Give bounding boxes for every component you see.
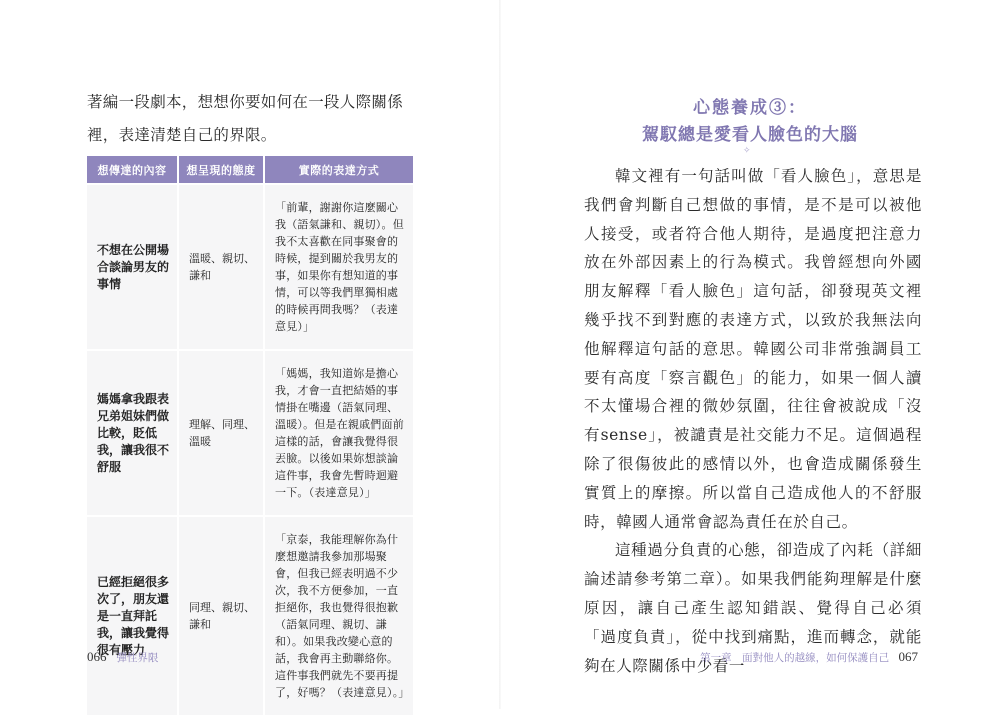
- left-folio: [87, 649, 158, 665]
- cell-expression: 「京泰，我能理解你為什麼想邀請我參加那場聚會，但我已經表明過不少次，我不方便參加，一直拒絕你，我也覺得很抱歉（語氣同理、親切、謙和）。如果我改變心意的話，我會再主動聯絡你。這件事我們就先不要再提了，好嗎？（表達意見）。」: [265, 517, 413, 715]
- cell-content: 媽媽拿我跟表兄弟姐妹們做比較，貶低我，讓我很不舒服: [87, 351, 177, 515]
- page-number-left: 066: [87, 649, 107, 664]
- cell-expression: 「媽媽，我知道妳是擔心我，才會一直把結婚的事情掛在嘴邊（語氣同理、溫暖）。但是在親戚們面前這樣的話，會讓我覺得很丟臉。以後如果妳想談論這件事，我會先暫時迴避一下。（表達意見）」: [265, 351, 413, 515]
- page-number-right: 067: [898, 649, 918, 664]
- header-attitude: 想呈現的態度: [179, 156, 263, 183]
- paragraph: 韓文裡有一句話叫做「看人臉色」，意思是我們會判斷自己想做的事情，是不是可以被他人接受，或者符合他人期待，是過度把注意力放在外部因素上的行為模式。我曾經想向外國朋友解釋「看人臉色」這句話，卻發現英文裡幾乎找不到對應的表達方式，以致於我無法向他解釋這句話的意思。韓國公司非常強調員工要有高度「察言觀色」的能力，如果一個人讀不太懂場合裡的微妙氛圍，往往會被說成「沒有sense」，被譴責是社交能力不足。這個過程除了很傷彼此的感情以外，也會造成關係發生實質上的摩擦。所以當自己造成他人的不舒服時，韓國人通常會認為責任在於自己。: [584, 167, 922, 531]
- cell-content: 已經拒絕很多次了，朋友還是一直拜託我，讓我覺得很有壓力: [87, 517, 177, 715]
- table-row: [87, 185, 413, 349]
- left-page: [0, 0, 500, 709]
- cell-attitude: 同理、親切、謙和: [179, 517, 263, 715]
- table-row: [87, 517, 413, 715]
- header-content: 想傳達的內容: [87, 156, 177, 183]
- boundary-script-table: [85, 154, 415, 717]
- cell-expression: 「前輩，謝謝你這麼關心我（語氣謙和、親切）。但我不太喜歡在同事聚會的時候，提到關於我男友的事，如果你有想知道的事情，可以等我們單獨相處的時候再問我嗎？（表達意見）」: [265, 185, 413, 349]
- cell-content: 不想在公開場合談論男友的事情: [87, 185, 177, 349]
- intro-paragraph: 著編一段劇本，想想你要如何在一段人際關係裡，表達清楚自己的界限。: [87, 93, 404, 144]
- paragraph: 這種過分負責的心態，卻造成了內耗（詳細論述請參考第二章）。如果我們能夠理解是什麼原因，讓自己產生認知錯誤、覺得自己必須「過度負責」，從中找到痛點，進而轉念，就能夠在人際關係中少看一: [584, 541, 922, 675]
- table-header-row: [87, 156, 413, 183]
- running-title-book: 彈性界限: [116, 652, 159, 664]
- book-gutter: [499, 0, 501, 709]
- right-folio: [700, 649, 918, 665]
- cell-attitude: 溫暖、親切、謙和: [179, 185, 263, 349]
- heading-line-1: 心態養成③：: [693, 98, 807, 118]
- sparkle-ornament-icon: ✧: [743, 146, 751, 156]
- running-title-chapter: 第一章 面對他人的越線，如何保護自己: [700, 652, 890, 664]
- body-text: [584, 162, 922, 680]
- heading-line-2: 駕馭總是愛看人臉色的大腦: [642, 125, 858, 145]
- table-row: [87, 351, 413, 515]
- cell-attitude: 理解、同理、溫暖: [179, 351, 263, 515]
- header-expression: 實際的表達方式: [265, 156, 413, 183]
